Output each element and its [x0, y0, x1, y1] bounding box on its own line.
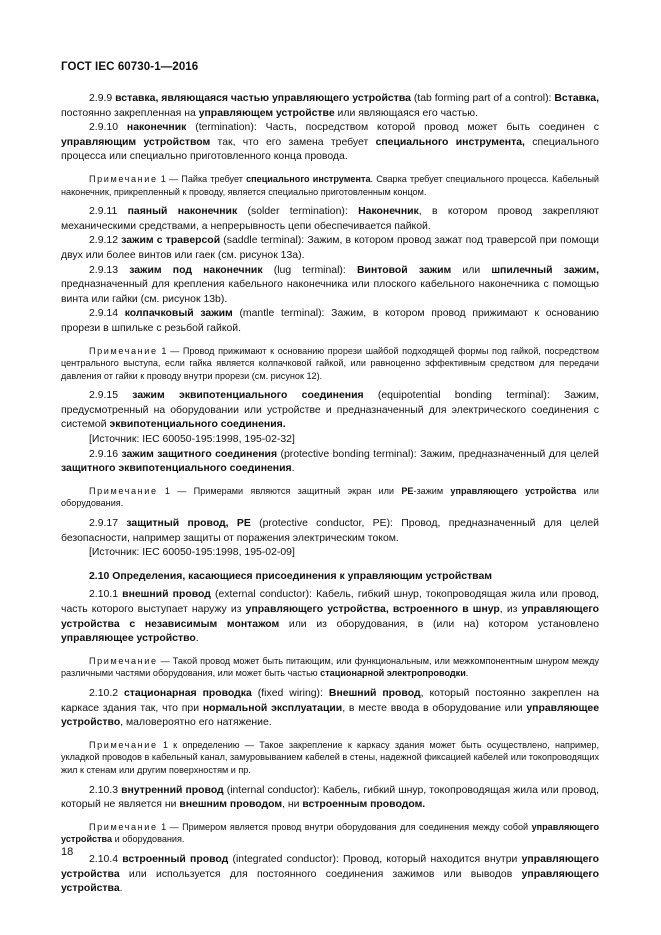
note-label: Примечание: [89, 739, 158, 750]
body-text: (saddle terminal): Зажим, в котором провод зажат под траверсой при помощи двух или более винтов или гаек (см. рисунок 13a).: [61, 235, 599, 261]
term-text: защитного эквипотенциального соединения: [61, 463, 292, 475]
body-text: Пайка требует: [181, 173, 247, 184]
definition-paragraph: [61, 389, 599, 433]
body-text: (equipotential bonding terminal): Зажим, предусмотренный на оборудовании или устройстве и предназначенный для электрического соединения с системой: [61, 390, 599, 431]
term-text: внешним проводом: [179, 799, 283, 811]
source-reference: [61, 433, 599, 448]
body-text: Примерами являются защитный экран или: [193, 485, 402, 496]
body-text: Примером является провод внутри оборудования для соединения между собой: [182, 821, 532, 832]
body-text: 2.10.2: [89, 687, 124, 699]
term-text: зажим защитного соединения: [121, 448, 278, 460]
term-text: Внешний провод: [328, 687, 421, 699]
body-text: или оборудования.: [61, 485, 599, 509]
term-text: управляющее устройство: [61, 702, 599, 729]
body-text: (protective bonding terminal): Зажим, предназначенный для целей: [277, 448, 599, 460]
document-header: ГОСТ IEC 60730-1—2016: [61, 61, 199, 73]
body-text: 2.9.11: [89, 206, 128, 218]
term-text: управляющего устройства: [61, 821, 600, 845]
definition-paragraph: [61, 121, 599, 165]
body-text: или используется для постоянного соединения зажимов или выводов: [119, 868, 522, 880]
term-text: вставка, являющаяся частью управляющего устройства: [115, 93, 411, 104]
body-text: (solder termination):: [237, 206, 359, 218]
body-text: 2.10.4: [89, 853, 123, 865]
term-text: управляющее устройство: [61, 633, 196, 645]
body-text: (internal conductor): Кабель, гибкий шнур, токопроводящая жила или провод, который не является ни: [61, 784, 600, 811]
body-text: , маловероятно его натяжение.: [120, 717, 272, 729]
body-text: (tab forming part of a control):: [410, 93, 555, 104]
term-text: встроенным проводом.: [302, 799, 426, 811]
term-text: встроенный провод: [122, 853, 229, 865]
body-text: 2.10.1: [89, 589, 123, 601]
body-text: . Сварка требует специального процесса. Кабельный наконечник, прикрепленный к проводу, является специально приготовленным концом.: [61, 173, 600, 197]
body-text: или из оборудования, в (или на) котором установлено: [279, 618, 599, 630]
term-text: Вставка,: [554, 93, 599, 104]
definition-paragraph: [61, 687, 599, 731]
note-paragraph: [61, 485, 599, 510]
body-text: предназначенный для крепления кабельного наконечника или плоского кабельного наконечника с помощью винта или гайки (см. рисунок 13b).: [61, 279, 599, 305]
page-number: 18: [61, 846, 74, 858]
definition-paragraph: [61, 264, 599, 308]
body-text: .: [195, 633, 199, 645]
term-text: внутренний провод: [121, 784, 224, 796]
term-text: стационарной электропроводки: [320, 668, 466, 679]
note-label: Примечание: [89, 821, 158, 832]
note-label: Примечание: [89, 173, 158, 184]
note-number: 1 к определению —: [157, 739, 260, 750]
term-text: управляющего устройства с независимым монтажом: [61, 604, 599, 630]
definition-paragraph: [61, 234, 599, 263]
note-paragraph: [61, 173, 599, 198]
body-text: или являющаяся его частью.: [334, 107, 479, 119]
term-text: Винтовой зажим: [356, 264, 452, 276]
body-text: .: [291, 463, 295, 475]
term-text: колпачковый зажим: [124, 308, 233, 320]
term-text: управляющим устройством: [61, 136, 211, 148]
body-text: [Источник: IEC 60050-195:1998, 195-02-32]: [89, 434, 295, 446]
term-text: зажим с траверсой: [121, 235, 221, 247]
source-reference: [61, 546, 599, 561]
body-text: специального процесса или специально приготовленного конца провода.: [61, 136, 599, 163]
note-label: Примечание: [89, 345, 158, 356]
definition-paragraph: [61, 307, 599, 336]
body-text: (integrated conductor): Провод, который находится внутри: [228, 853, 522, 865]
term-text: наконечник: [126, 122, 187, 134]
term-text: управляющем устройстве: [198, 107, 335, 119]
document-body: [61, 92, 599, 897]
term-text: эквипотенциального соединения.: [109, 419, 286, 431]
term-text: управляющего устройства, встроенного в шнур: [245, 604, 500, 615]
body-text: 2.9.15: [89, 390, 133, 402]
note-paragraph: [61, 821, 599, 846]
body-text: 2.9.12: [89, 235, 122, 247]
body-text: Такой провод может быть питающим, или функциональным, или межкомпонентным шнуром между различными частями оборудования, или может быть частью: [61, 655, 599, 679]
body-text: 2.10.3: [89, 784, 122, 796]
body-text: 2.9.14: [89, 308, 125, 320]
body-text: постоянно закрепленная на: [61, 107, 199, 119]
definition-paragraph: [61, 448, 599, 477]
term-text: защитный провод, РЕ: [126, 518, 251, 530]
note-paragraph: [61, 739, 599, 777]
section-heading: [61, 570, 599, 585]
body-text: (mantle terminal): Зажим, в котором провод прижимают к основанию прорези в шпильке с резьбой гайкой.: [61, 308, 599, 334]
body-text: (termination): Часть, посредством которой провод может быть соединен с: [186, 122, 600, 134]
body-text: 2.9.17: [89, 518, 127, 530]
body-text: 2.9.9: [89, 93, 116, 104]
definition-paragraph: [61, 517, 599, 546]
body-text: (external conductor): Кабель, гибкий шнур, токопроводящая жила или провод, часть которого выступает наружу из: [61, 589, 600, 615]
term-text: РЕ: [401, 485, 414, 496]
term-text: зажим под наконечник: [129, 264, 263, 276]
definition-paragraph: [61, 92, 599, 121]
term-text: управляющего устройства: [450, 485, 577, 496]
note-number: 1 —: [157, 345, 183, 356]
body-text: .: [119, 883, 123, 895]
body-text: , который постоянно закреплен на каркасе здания так, что при: [61, 687, 600, 714]
term-text: Наконечник: [358, 206, 419, 218]
body-text: 2.9.10: [89, 122, 127, 134]
note-label: Примечание: [89, 655, 158, 666]
note-number: 1 —: [157, 173, 182, 184]
body-text: [Источник: IEC 60050-195:1998, 195-02-09]: [89, 547, 295, 559]
note-paragraph: [61, 655, 599, 680]
body-text: 2.9.16: [89, 448, 122, 460]
note-number: —: [157, 655, 173, 666]
term-text: зажим эквипотенциального соединения: [132, 390, 364, 402]
definition-paragraph: [61, 588, 599, 646]
body-text: 2.9.13: [89, 264, 130, 276]
term-text: управляющего устройства: [61, 868, 599, 895]
term-text: паяный наконечник: [127, 206, 238, 218]
note-number: 1 —: [157, 821, 183, 832]
term-text: нормальной эксплуатации: [202, 702, 343, 714]
note-paragraph: [61, 345, 599, 383]
definition-paragraph: [61, 205, 599, 234]
body-text: и оборудования.: [112, 834, 185, 845]
term-text: стационарная проводка: [124, 687, 252, 699]
body-text: (lug terminal):: [262, 264, 357, 276]
body-text: или: [451, 264, 492, 276]
term-text: внешний провод: [122, 589, 211, 601]
term-text: 2.10 Определения, касающиеся присоединения к управляющим устройствам: [89, 570, 492, 582]
body-text: Такое закрепление к каркасу здания может быть осуществлено, например, укладкой проводов в кабельный канал, замуровыванием кабелей в стены, надежной фиксацией кабелей или токопроводящих жил к стенам или другим поверхностям и пр.: [61, 739, 599, 775]
note-label: Примечание: [89, 485, 158, 496]
term-text: специального инструмента: [246, 173, 371, 184]
body-text: , из: [499, 604, 522, 615]
body-text: Провод прижимают к основанию прорези шайбой подходящей формы под гайкой, посредством центрального выступа, если гайка является колпачковой гайкой, или равноценно эффективным средством для передачи давления от гайки к проводу внутри прорези (см. рисунок 12).: [61, 345, 599, 381]
term-text: шпилечный зажим,: [491, 264, 599, 276]
body-text: -зажим: [413, 485, 451, 496]
body-text: .: [465, 668, 469, 679]
term-text: управляющего устройства: [61, 853, 599, 880]
body-text: (fixed wiring):: [251, 687, 329, 699]
definition-paragraph: [61, 853, 599, 897]
body-text: , ни: [282, 799, 303, 811]
note-number: 1 —: [157, 485, 194, 496]
body-text: , в котором провод закрепляют механическими средствами, а непрерывность цепи обеспечивается пайкой.: [61, 206, 599, 232]
definition-paragraph: [61, 784, 599, 813]
term-text: специального инструмента,: [375, 136, 525, 148]
body-text: , в месте ввода в оборудование или: [342, 702, 527, 714]
body-text: так, что его замена требует: [210, 136, 376, 148]
body-text: (protective conductor, PE): Провод, предназначенный для целей безопасности, например защиты от поражения электрическим током.: [61, 518, 599, 544]
